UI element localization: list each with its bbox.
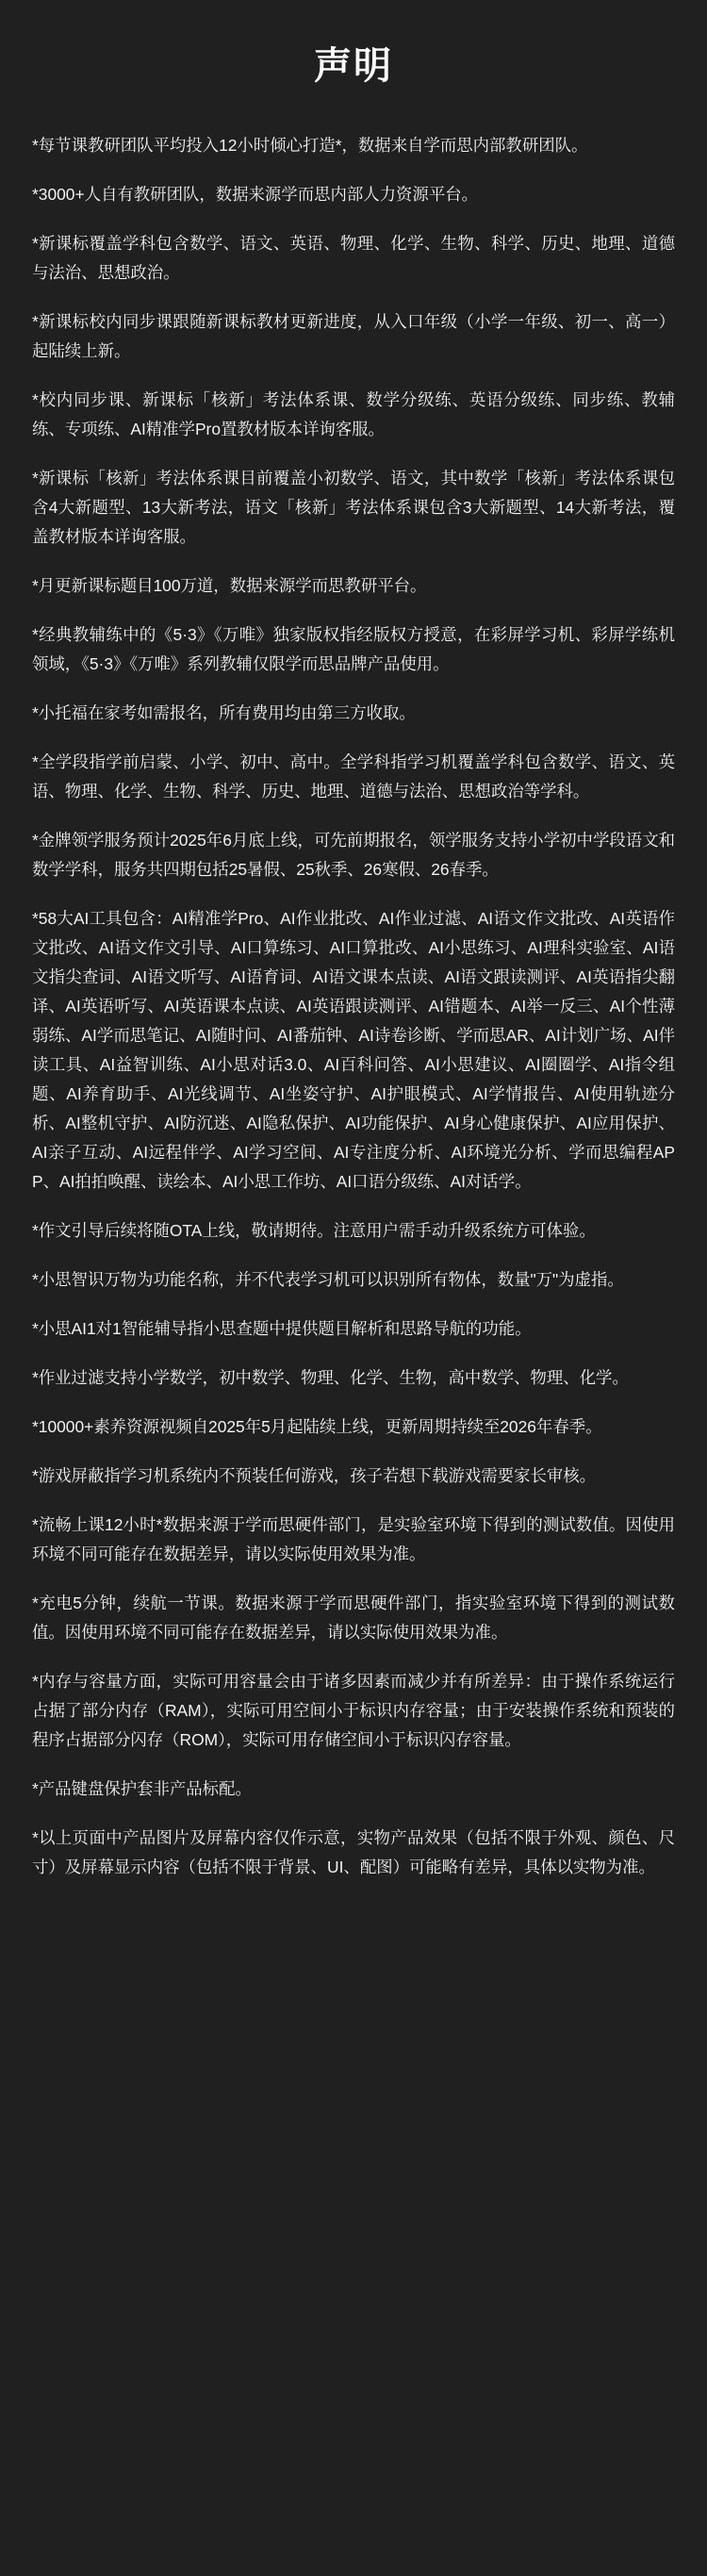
statement-paragraph: *月更新课标题目100万道，数据来源学而思教研平台。 — [32, 576, 427, 595]
statement-paragraph: *金牌领学服务预计2025年6月底上线，可先前期报名，领学服务支持小学初中学段语文和数学学科，服务共四期包括25暑假、25秋季、26寒假、26春季。 — [32, 831, 675, 879]
statement-paragraph: *3000+人自有教研团队，数据来源学而思内部人力资源平台。 — [32, 185, 478, 204]
statement-paragraph: *充电5分钟，续航一节课。数据来源于学而思硬件部门，指实验室环境下得到的测试数值。因使用环境不同可能存在数据差异，请以实际使用效果为准。 — [32, 1593, 675, 1642]
statement-paragraph: *58大AI工具包含：AI精准学Pro、AI作业批改、AI作业过滤、AI语文作文批改、AI英语作文批改、AI语文作文引导、AI口算练习、AI口算批改、AI小思练习、AI理科实验室、AI语文指尖查词、AI语文听写、AI语育词、AI语文课本点读、AI语文跟读测评、AI英语指尖翻译、AI英语听写、AI英语课本点读、AI英语跟读测评、AI错题本、AI举一反三、AI个性薄弱练、AI学而思笔记、AI随时问、AI番茄钟、AI诗卷诊断、学而思AR、AI计划广场、AI伴读工具、AI益智训练、AI小思对话3.0、AI百科问答、AI小思建议、AI圈圈学、AI指令组题、AI养育助手、AI光线调节、AI坐姿守护、AI护眼模式、AI学情报告、AI使用轨迹分析、AI整机守护、AI防沉迷、AI隐私保护、AI功能保护、AI身心健康保护、AI应用保护、AI亲子互动、AI远程伴学、AI学习空间、AI专注度分析、AI环境光分析、学而思编程APP、AI拍拍唤醒、读绘本、AI小思工作坊、AI口语分级练、AI对话学。 — [32, 909, 675, 1191]
statement-paragraph: *全学段指学前启蒙、小学、初中、高中。全学科指学习机覆盖学科包含数学、语文、英语、物理、化学、生物、科学、历史、地理、道德与法治、思想政治等学科。 — [32, 752, 675, 801]
statement-paragraph: *流畅上课12小时*数据来源于学而思硬件部门，是实验室环境下得到的测试数值。因使用环境不同可能存在数据差异，请以实际使用效果为准。 — [32, 1515, 675, 1563]
statement-paragraph: *以上页面中产品图片及屏幕内容仅作示意，实物产品效果（包括不限于外观、颜色、尺寸）及屏幕显示内容（包括不限于背景、UI、配图）可能略有差异，具体以实物为准。 — [32, 1828, 675, 1876]
statement-paragraph: *10000+素养资源视频自2025年5月起陆续上线，更新周期持续至2026年春季。 — [32, 1417, 602, 1436]
statement-paragraph: *内存与容量方面，实际可用容量会由于诸多因素而减少并有所差异：由于操作系统运行占据了部分内存（RAM），实际可用空间小于标识内存容量；由于安装操作系统和预装的程序占据部分闪存（ROM），实际可用存储空间小于标识闪存容量。 — [32, 1672, 675, 1749]
statement-paragraph: *小思AI1对1智能辅导指小思查题中提供题目解析和思路导航的功能。 — [32, 1319, 532, 1338]
statement-paragraph: *每节课教研团队平均投入12小时倾心打造*，数据来自学而思内部教研团队。 — [32, 136, 588, 155]
statement-paragraph: *小托福在家考如需报名，所有费用均由第三方收取。 — [32, 703, 416, 722]
statement-paragraph: *作文引导后续将随OTA上线，敬请期待。注意用户需手动升级系统方可体验。 — [32, 1221, 596, 1240]
statement-paragraph: *新课标覆盖学科包含数学、语文、英语、物理、化学、生物、科学、历史、地理、道德与法治、思想政治。 — [32, 234, 675, 282]
statement-paragraph: *小思智识万物为功能名称，并不代表学习机可以识别所有物体，数量"万"为虚指。 — [32, 1270, 624, 1289]
statement-paragraph: *校内同步课、新课标「核新」考法体系课、数学分级练、英语分级练、同步练、教辅练、专项练、AI精准学Pro置教材版本详询客服。 — [32, 390, 675, 438]
statement-paragraph: *新课标「核新」考法体系课目前覆盖小初数学、语文，其中数学「核新」考法体系课包含4大新题型、13大新考法，语文「核新」考法体系课包含3大新题型、14大新考法，覆盖教材版本详询客服。 — [32, 469, 675, 546]
statement-body — [0, 131, 707, 1882]
statement-paragraph: *作业过滤支持小学数学，初中数学、物理、化学、生物，高中数学、物理、化学。 — [32, 1368, 629, 1387]
statement-paragraph: *经典教辅练中的《5·3》《万唯》独家版权指经版权方授意，在彩屏学习机、彩屏学练机领域，《5·3》《万唯》系列教辅仅限学而思品牌产品使用。 — [32, 625, 675, 673]
statement-paragraph: *产品键盘保护套非产品标配。 — [32, 1779, 252, 1798]
statement-paragraph: *游戏屏蔽指学习机系统内不预装任何游戏，孩子若想下载游戏需要家长审核。 — [32, 1466, 597, 1485]
page-title: 声明 — [314, 45, 393, 87]
statement-paragraph: *新课标校内同步课跟随新课标教材更新进度，从入口年级（小学一年级、初一、高一）起陆续上新。 — [32, 312, 675, 360]
